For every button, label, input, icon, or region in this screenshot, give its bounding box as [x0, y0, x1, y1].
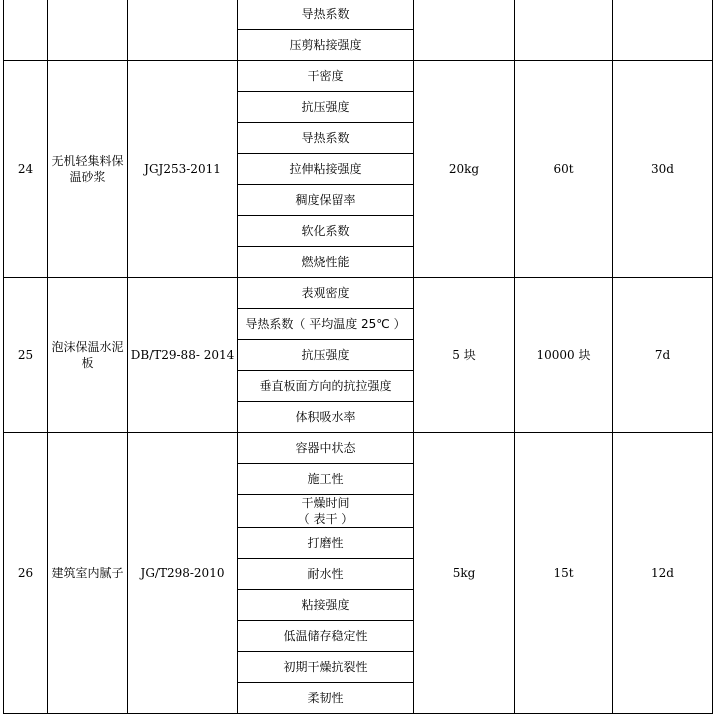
- property-cell: 低温储存稳定性: [238, 621, 414, 652]
- batch-cell: 60t: [515, 61, 613, 278]
- standard-cell: DB/T29-88- 2014: [128, 278, 238, 433]
- property-cell: 初期干燥抗裂性: [238, 652, 414, 683]
- sample-cell: 5 块: [414, 278, 515, 433]
- property-cell: 施工性: [238, 464, 414, 495]
- batch-cell: 10000 块: [515, 278, 613, 433]
- table-row: [4, 433, 713, 464]
- property-cell: 稠度保留率: [238, 185, 414, 216]
- table-row: [4, 278, 713, 309]
- no-cell: 25: [4, 278, 48, 433]
- property-cell: 干密度: [238, 61, 414, 92]
- table-row: [4, 61, 713, 92]
- standard-cell: JGJ253-2011: [128, 61, 238, 278]
- property-cell: 软化系数: [238, 216, 414, 247]
- period-cell: 7d: [613, 278, 713, 433]
- property-cell: 导热系数（ 平均温度 25℃ ）: [238, 309, 414, 340]
- property-cell: 抗压强度: [238, 340, 414, 371]
- period-cell: [613, 0, 713, 61]
- property-cell: 柔韧性: [238, 683, 414, 714]
- property-line: （ 表干 ）: [297, 512, 354, 526]
- name-cell: 建筑室内腻子: [48, 433, 128, 714]
- test-standards-table: [3, 0, 713, 714]
- period-cell: 30d: [613, 61, 713, 278]
- property-cell: 拉伸粘接强度: [238, 154, 414, 185]
- property-line: 干燥时间: [301, 496, 350, 510]
- standard-cell: JG/T298-2010: [128, 433, 238, 714]
- sample-cell: [414, 0, 515, 61]
- property-cell: 打磨性: [238, 528, 414, 559]
- property-cell: 抗压强度: [238, 92, 414, 123]
- batch-cell: 15t: [515, 433, 613, 714]
- no-cell: 24: [4, 61, 48, 278]
- name-cell: 泡沫保温水泥板: [48, 278, 128, 433]
- property-cell: [238, 495, 414, 528]
- period-cell: 12d: [613, 433, 713, 714]
- property-cell: 导热系数: [238, 0, 414, 30]
- no-cell: 26: [4, 433, 48, 714]
- standard-cell: [128, 0, 238, 61]
- property-cell: 粘接强度: [238, 590, 414, 621]
- property-cell: 耐水性: [238, 559, 414, 590]
- sample-cell: 5kg: [414, 433, 515, 714]
- property-cell: 表观密度: [238, 278, 414, 309]
- batch-cell: [515, 0, 613, 61]
- property-cell: 燃烧性能: [238, 247, 414, 278]
- property-cell: 体积吸水率: [238, 402, 414, 433]
- sample-cell: 20kg: [414, 61, 515, 278]
- name-cell: 无机轻集料保温砂浆: [48, 61, 128, 278]
- no-cell: [4, 0, 48, 61]
- table-row: [4, 0, 713, 30]
- property-cell: 垂直板面方向的抗拉强度: [238, 371, 414, 402]
- property-cell: 压剪粘接强度: [238, 30, 414, 61]
- property-cell: 导热系数: [238, 123, 414, 154]
- property-cell: 容器中状态: [238, 433, 414, 464]
- name-cell: [48, 0, 128, 61]
